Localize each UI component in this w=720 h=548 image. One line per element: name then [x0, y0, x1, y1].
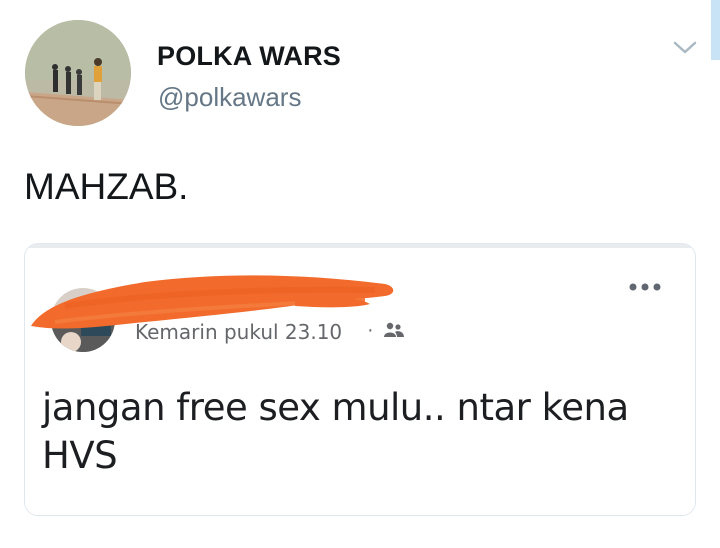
redaction-scribble	[25, 244, 695, 364]
embedded-post-card[interactable]	[24, 243, 696, 516]
post-timestamp[interactable]: Kemarin pukul 23.10	[135, 320, 343, 344]
friends-icon	[383, 322, 405, 338]
tweet-text: MAHZAB.	[24, 166, 189, 207]
more-options-icon[interactable]	[625, 282, 665, 292]
chevron-down-icon[interactable]	[672, 38, 698, 58]
scrollbar-accent	[711, 0, 720, 60]
profile-avatar[interactable]	[25, 20, 131, 126]
display-name[interactable]: POLKA WARS	[157, 41, 341, 71]
post-text: jangan free sex mulu.. ntar kena HVS	[42, 386, 629, 477]
band-photo	[25, 20, 131, 126]
meta-separator: ·	[367, 319, 374, 341]
user-handle[interactable]: @polkawars	[158, 82, 302, 112]
